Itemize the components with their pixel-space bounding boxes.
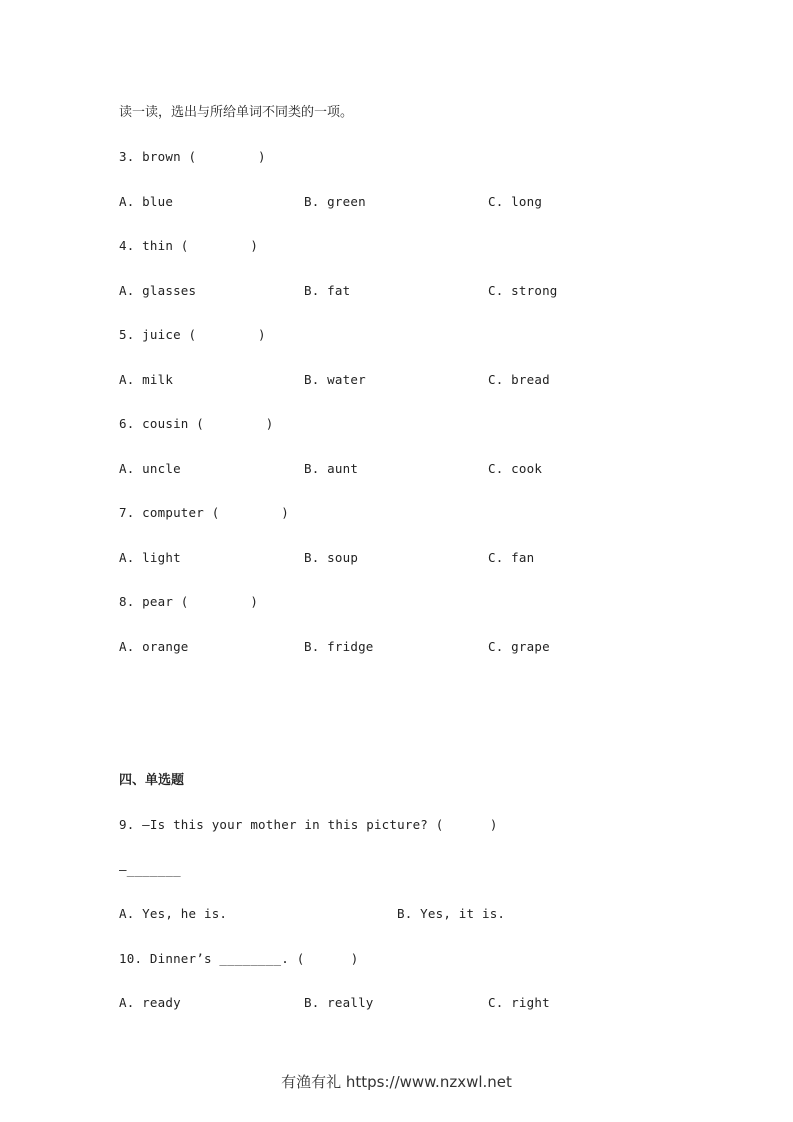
- question-8-option-a: A. orange: [119, 639, 189, 654]
- question-4-stem: 4. thin ( ): [119, 238, 259, 253]
- question-9-answer-line: —_______: [119, 862, 181, 877]
- question-6-stem: 6. cousin ( ): [119, 416, 274, 431]
- question-6-option-a: A. uncle: [119, 461, 181, 476]
- question-6-option-b: B. aunt: [304, 461, 359, 476]
- question-10-option-a: A. ready: [119, 995, 181, 1010]
- question-10-stem: 10. Dinner’s ________. ( ): [119, 951, 359, 966]
- question-7-stem: 7. computer ( ): [119, 505, 289, 520]
- question-9-option-a: A. Yes, he is.: [119, 906, 228, 921]
- question-9-stem: 9. —Is this your mother in this picture? ( ): [119, 817, 498, 832]
- question-7-option-c: C. fan: [488, 550, 535, 565]
- question-3-stem: 3. brown ( ): [119, 149, 266, 164]
- question-8-option-c: C. grape: [488, 639, 550, 654]
- footer-watermark: 有渔有礼 https://www.nzxwl.net: [281, 1073, 512, 1091]
- question-4-option-c: C. strong: [488, 283, 558, 298]
- question-9-option-b: B. Yes, it is.: [397, 906, 506, 921]
- question-4-option-a: A. glasses: [119, 283, 197, 298]
- question-10-option-c: C. right: [488, 995, 550, 1010]
- question-5-option-c: C. bread: [488, 372, 550, 387]
- question-3-option-a: A. blue: [119, 194, 174, 209]
- question-10-option-b: B. really: [304, 995, 374, 1010]
- question-8-stem: 8. pear ( ): [119, 594, 259, 609]
- question-7-option-b: B. soup: [304, 550, 359, 565]
- question-8-option-b: B. fridge: [304, 639, 374, 654]
- question-5-option-b: B. water: [304, 372, 366, 387]
- section-instruction: 读一读，选出与所给单词不同类的一项。: [119, 105, 354, 120]
- question-5-stem: 5. juice ( ): [119, 327, 266, 342]
- question-4-option-b: B. fat: [304, 283, 351, 298]
- question-3-option-b: B. green: [304, 194, 366, 209]
- question-3-option-c: C. long: [488, 194, 543, 209]
- question-7-option-a: A. light: [119, 550, 181, 565]
- section-heading: 四、单选题: [119, 773, 185, 788]
- question-5-option-a: A. milk: [119, 372, 174, 387]
- question-6-option-c: C. cook: [488, 461, 543, 476]
